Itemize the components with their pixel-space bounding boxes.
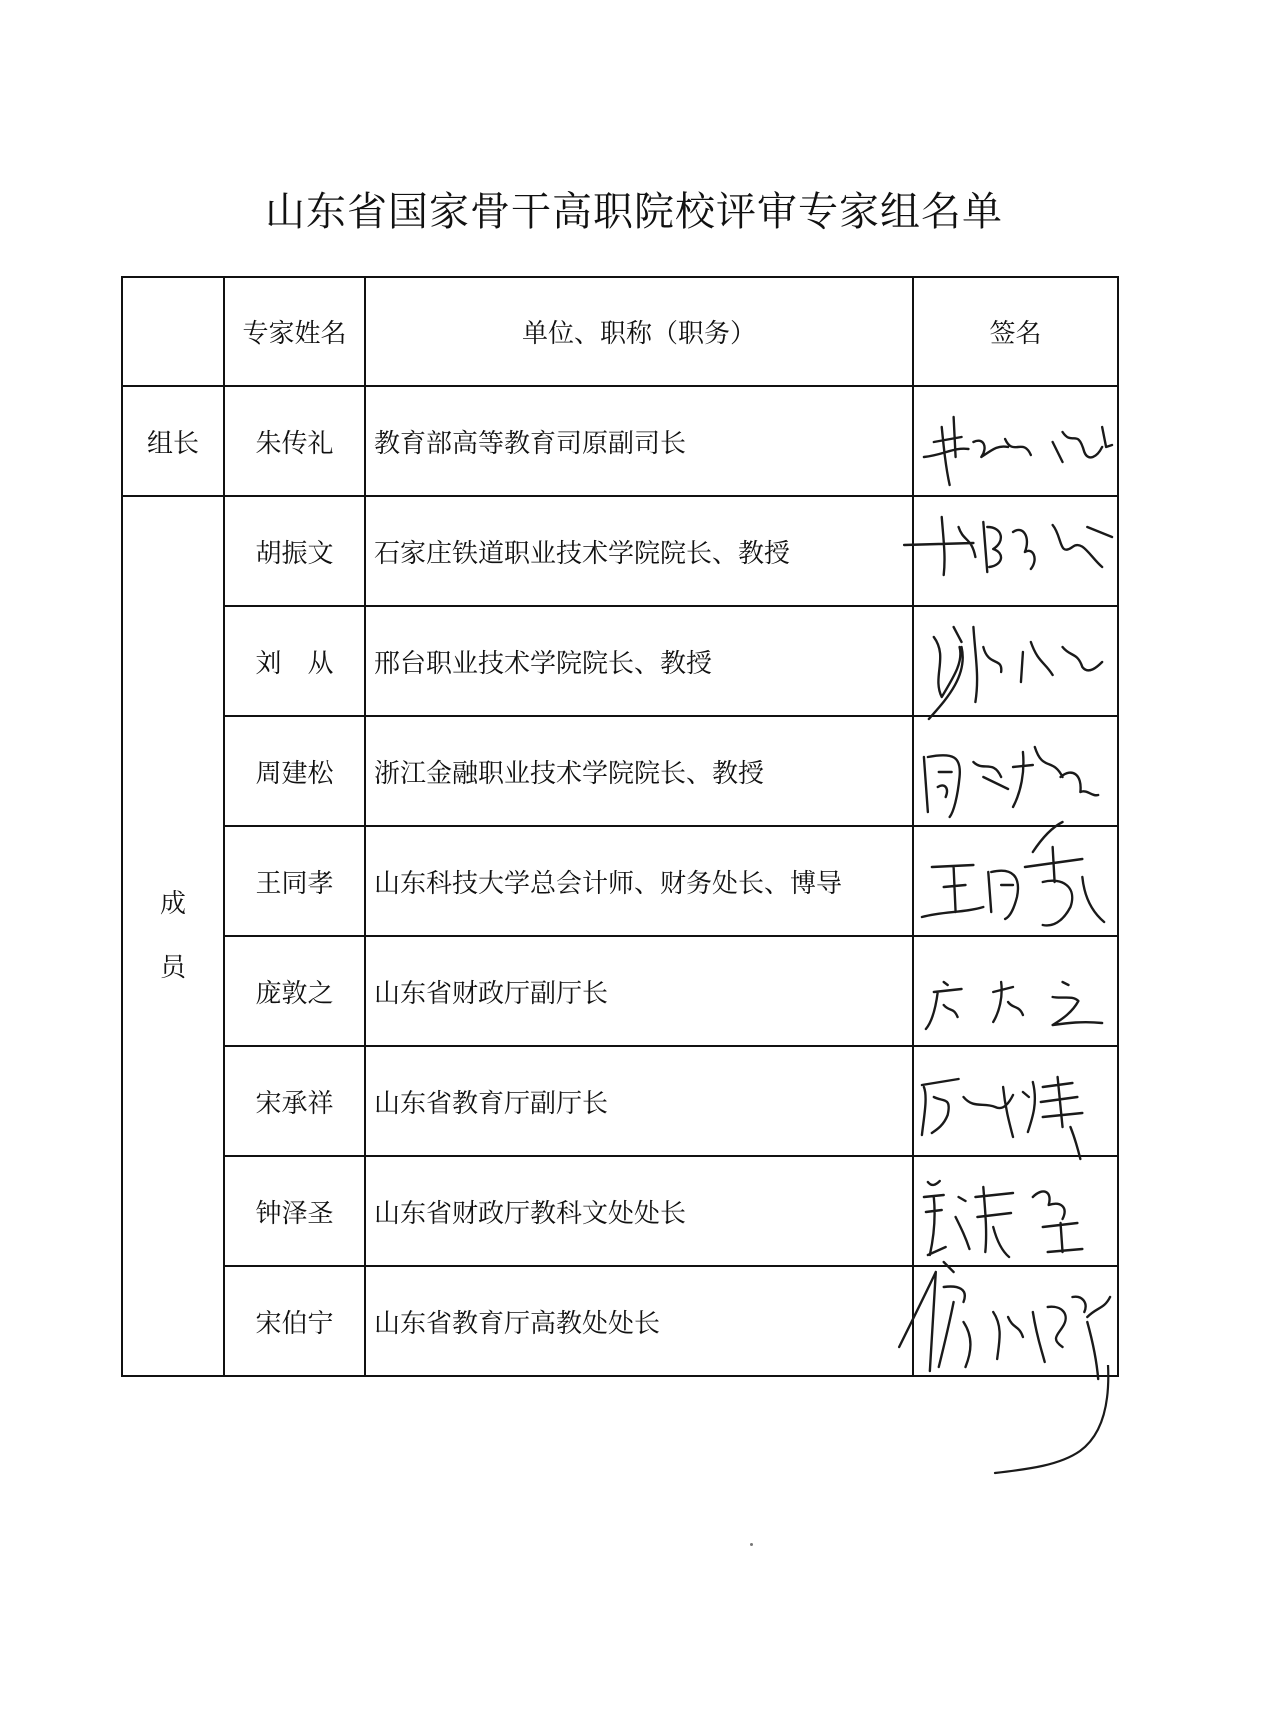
member-row bbox=[122, 606, 1118, 716]
member-signature bbox=[913, 1266, 1118, 1376]
member-signature bbox=[913, 1046, 1118, 1156]
header-row bbox=[122, 277, 1118, 386]
member-row bbox=[122, 1266, 1118, 1376]
leader-signature bbox=[913, 386, 1118, 496]
handwritten-signature bbox=[914, 1157, 1117, 1265]
handwritten-signature bbox=[914, 1047, 1117, 1155]
handwritten-signature bbox=[914, 717, 1117, 825]
member-unit: 山东省教育厅高教处处长 bbox=[365, 1266, 913, 1376]
member-row bbox=[122, 1046, 1118, 1156]
member-signature bbox=[913, 826, 1118, 936]
member-signature bbox=[913, 606, 1118, 716]
member-name: 宋伯宁 bbox=[224, 1266, 365, 1376]
member-name: 宋承祥 bbox=[224, 1046, 365, 1156]
member-unit: 山东科技大学总会计师、财务处长、博导 bbox=[365, 826, 913, 936]
member-name: 钟泽圣 bbox=[224, 1156, 365, 1266]
member-signature bbox=[913, 1156, 1118, 1266]
handwritten-signature bbox=[914, 1267, 1117, 1375]
member-row bbox=[122, 936, 1118, 1046]
handwritten-signature bbox=[914, 937, 1117, 1045]
expert-roster-table bbox=[121, 276, 1119, 1377]
member-unit: 邢台职业技术学院院长、教授 bbox=[365, 606, 913, 716]
role-members-char-2: 员 bbox=[159, 953, 186, 983]
member-name: 庞敦之 bbox=[224, 936, 365, 1046]
member-unit: 石家庄铁道职业技术学院院长、教授 bbox=[365, 496, 913, 606]
member-unit: 浙江金融职业技术学院院长、教授 bbox=[365, 716, 913, 826]
leader-unit: 教育部高等教育司原副司长 bbox=[365, 386, 913, 496]
member-signature bbox=[913, 496, 1118, 606]
member-row bbox=[122, 826, 1118, 936]
member-name: 刘 从 bbox=[224, 606, 365, 716]
header-name: 专家姓名 bbox=[224, 277, 365, 386]
member-name: 王同孝 bbox=[224, 826, 365, 936]
handwritten-signature bbox=[914, 497, 1117, 605]
signature-flourish bbox=[990, 1365, 1110, 1475]
role-leader: 组长 bbox=[122, 386, 224, 496]
member-signature bbox=[913, 936, 1118, 1046]
leader-row bbox=[122, 386, 1118, 496]
member-signature bbox=[913, 716, 1118, 826]
role-members bbox=[122, 496, 224, 1376]
member-row bbox=[122, 716, 1118, 826]
handwritten-signature bbox=[914, 607, 1117, 715]
member-row bbox=[122, 1156, 1118, 1266]
scan-speck bbox=[750, 1543, 753, 1546]
header-signature: 签名 bbox=[913, 277, 1118, 386]
member-row bbox=[122, 496, 1118, 606]
member-unit: 山东省财政厅教科文处处长 bbox=[365, 1156, 913, 1266]
header-role bbox=[122, 277, 224, 386]
member-unit: 山东省财政厅副厅长 bbox=[365, 936, 913, 1046]
handwritten-signature bbox=[914, 387, 1117, 495]
member-name: 胡振文 bbox=[224, 496, 365, 606]
handwritten-signature bbox=[914, 827, 1117, 935]
member-name: 周建松 bbox=[224, 716, 365, 826]
header-unit: 单位、职称（职务） bbox=[365, 277, 913, 386]
role-members-char-1: 成 bbox=[159, 889, 186, 919]
leader-name: 朱传礼 bbox=[224, 386, 365, 496]
document-title: 山东省国家骨干高职院校评审专家组名单 bbox=[265, 189, 1003, 235]
member-unit: 山东省教育厅副厅长 bbox=[365, 1046, 913, 1156]
